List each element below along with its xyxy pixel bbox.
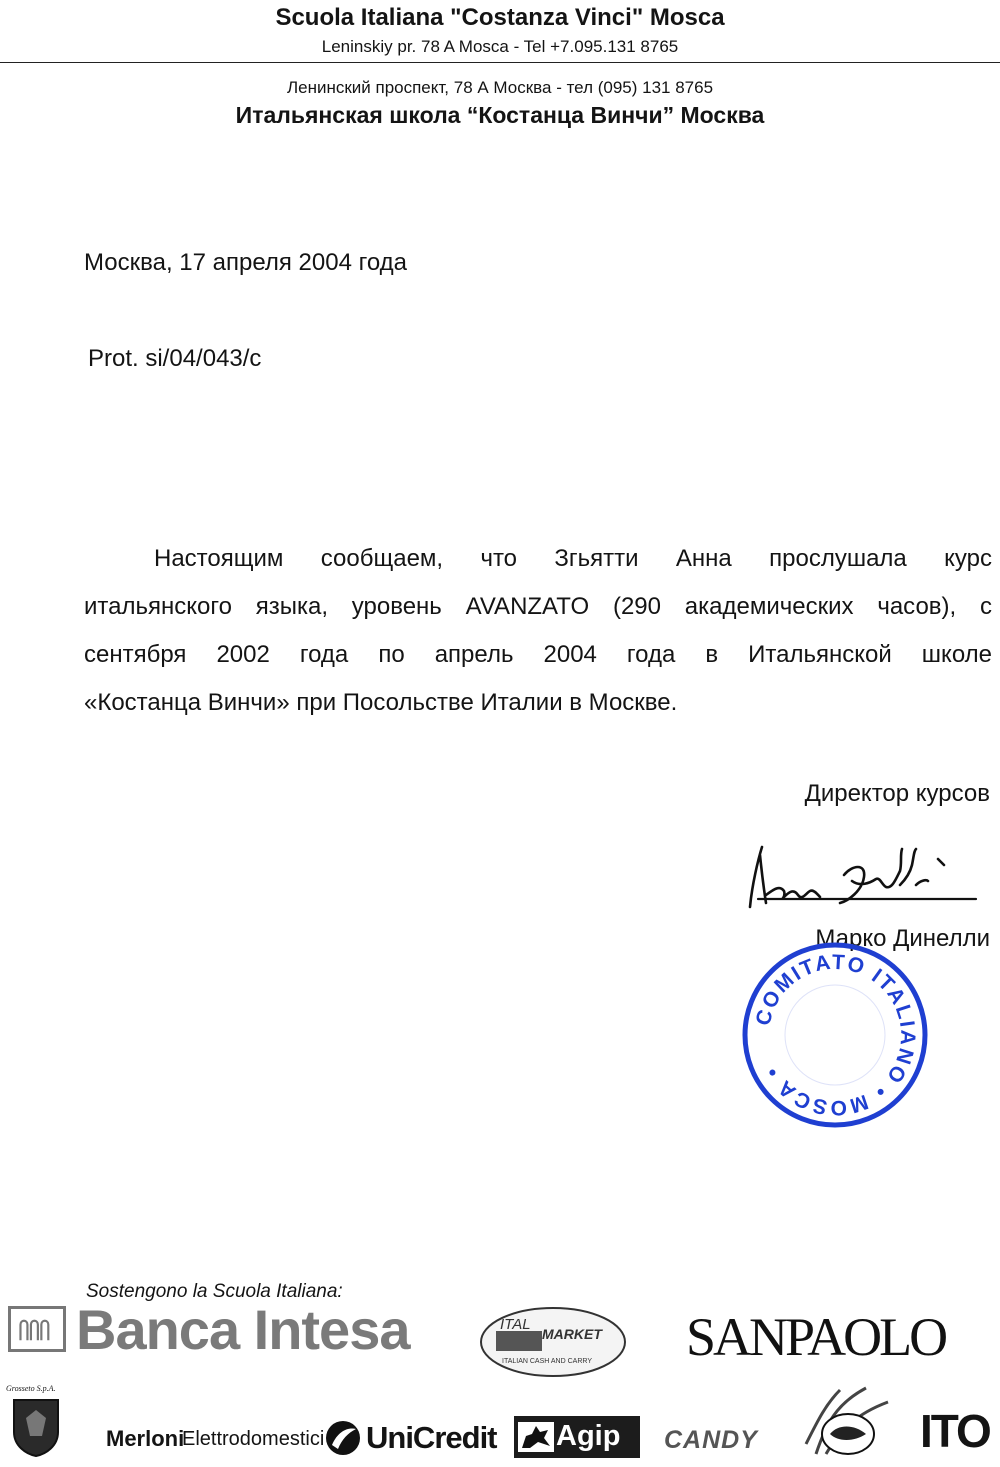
letter-body	[84, 535, 992, 727]
signatory-role: Директор курсов	[804, 780, 990, 807]
body-line-3: сентября 2002 года по апрель 2004 года в Итальянской школе	[84, 641, 992, 668]
banca-intesa-icon	[8, 1306, 66, 1352]
sponsors-title: Sostengono la Scuola Italiana:	[86, 1281, 343, 1302]
body-line-1	[84, 535, 992, 583]
letterhead-divider	[0, 62, 1000, 63]
signatory-name: Марко Динелли	[815, 925, 990, 952]
unicredit-logo: UniCredit	[366, 1420, 497, 1455]
official-stamp	[740, 940, 930, 1130]
candy-logo: CANDY	[664, 1426, 758, 1454]
svg-text:COMITATO ITALIANO • MOSCA •	[752, 951, 920, 1120]
stamp-text: COMITATO ITALIANO • MOSCA •	[751, 950, 920, 1120]
wheat-emblem-icon	[796, 1384, 896, 1460]
sanpaolo-logo: SANPAOLO	[686, 1307, 946, 1367]
protocol-number: Prot. si/04/043/c	[88, 345, 262, 372]
italmarket-word: MARKET	[542, 1326, 602, 1342]
agip-dog-icon	[518, 1422, 554, 1452]
letterhead-russian-title: Итальянская школа “Костанца Винчи” Москва	[235, 102, 765, 128]
agip-text: Agip	[556, 1420, 621, 1452]
handwritten-signature	[740, 835, 980, 915]
banca-intesa-logo: Banca Intesa	[76, 1298, 410, 1361]
italmarket-logo	[478, 1305, 628, 1379]
letterhead-italian-address: Leninskiy pr. 78 A Mosca - Tel +7.095.131 8765	[321, 37, 679, 56]
letterhead-russian-address: Ленинский проспект, 78 А Москва - тел (095) 131 8765	[286, 78, 714, 97]
body-line-4: «Костанца Винчи» при Посольстве Италии в Москве.	[84, 689, 678, 716]
merloni-logo: Merloni	[106, 1426, 185, 1451]
grosseto-label: Grosseto S.p.A.	[6, 1384, 56, 1393]
body-line-2: итальянского языка, уровень AVANZATO (290 академических часов), с	[84, 593, 992, 620]
grosseto-crest-icon	[10, 1396, 62, 1458]
agip-logo	[514, 1416, 640, 1458]
merloni-subtitle: Elettrodomestici	[182, 1428, 325, 1450]
letterhead-italian-title: Scuola Italiana "Costanza Vinci" Mosca	[275, 4, 725, 31]
letter-date: Москва, 17 апреля 2004 года	[84, 249, 408, 276]
body-line-1-text: Настоящим сообщаем, что Згьятти Анна прослушала курс	[154, 545, 992, 572]
italmarket-top: ITAL	[500, 1316, 531, 1333]
ito-logo: ITO	[920, 1405, 990, 1457]
unicredit-icon	[324, 1419, 362, 1457]
italmarket-sub: ITALIAN CASH AND CARRY	[502, 1358, 592, 1365]
